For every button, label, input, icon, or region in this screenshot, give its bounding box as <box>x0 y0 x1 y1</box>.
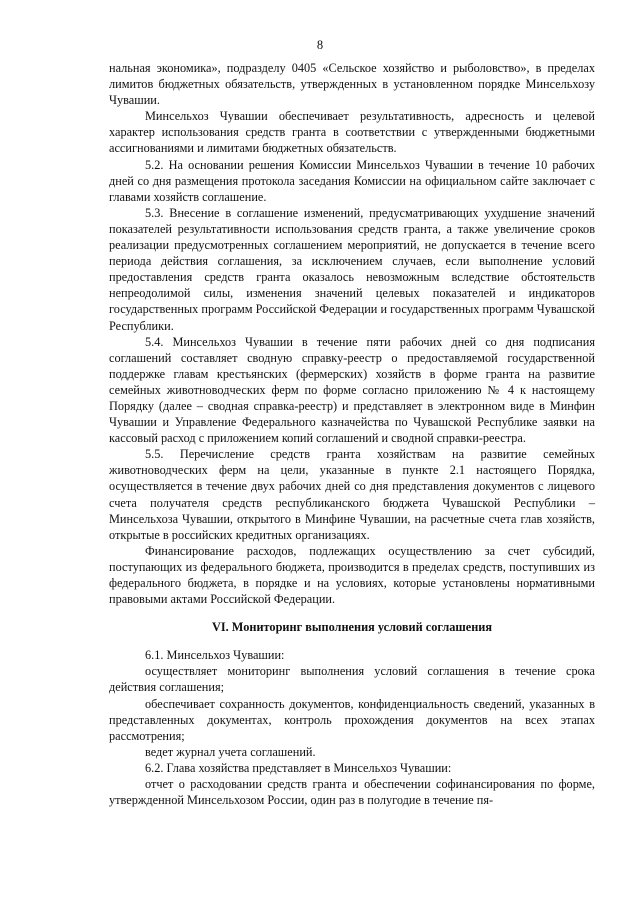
paragraph: 5.3. Внесение в соглашение изменений, предусматривающих ухудшение значений показателей результативности использования средств гранта, а также увеличение сроков реализации предусмотренных соглашением мероприятий, не допускается в течение всего периода действия соглашения, за исключением случаев, если выполнение условий предоставления средств гранта оказалось невозможным вследствие обстоятельств непреодолимой силы, изменения значений целевых показателей и индикаторов государственных программ Российской Федерации и государственных программ Чувашской Республики. <box>109 205 595 333</box>
paragraph: ведет журнал учета соглашений. <box>145 744 316 759</box>
document-body <box>109 60 595 808</box>
paragraphs-after <box>109 647 595 808</box>
paragraph: 5.5. Перечисление средств гранта хозяйствам на развитие семейных животноводческих ферм на цели, указанные в пункте 2.1 настоящего Порядка, осуществляется в течение двух рабочих дней со дня представления документов с лицевого счета получателя средств республиканского бюджета Чувашской Республики – Минсельхоза Чувашии, открытого в Минфине Чувашии, на расчетные счета глав хозяйств, открытые в российских кредитных организациях. <box>109 447 595 542</box>
paragraph: 6.2. Глава хозяйства представляет в Минсельхоз Чувашии: <box>145 760 452 775</box>
paragraph: нальная экономика», подразделу 0405 «Сельское хозяйство и рыболовство», в пределах лимитов бюджетных обязательств, утвержденных в установленном порядке Минсельхозу Чувашии. <box>109 61 595 108</box>
paragraph: Минсельхоз Чувашии обеспечивает результативность, адресность и целевой характер использования средств гранта в соответствии с утвержденными бюджетными ассигнованиями и лимитами бюджетных обязательств. <box>109 109 595 156</box>
paragraph: 6.1. Минсельхоз Чувашии: <box>145 648 285 663</box>
paragraph: Финансирование расходов, подлежащих осуществлению за счет субсидий, поступающих из федерального бюджета, производится в пределах средств, поступивших из федерального бюджета, в порядке и на условиях, которые установлены нормативными правовыми актами Российской Федерации. <box>109 543 595 607</box>
paragraphs-before <box>109 60 595 607</box>
paragraph: 5.2. На основании решения Комиссии Минсельхоз Чувашии в течение 10 рабочих дней со дня размещения протокола заседания Комиссии на официальном сайте заключает с главами хозяйств соглашение. <box>109 157 595 204</box>
paragraph: осуществляет мониторинг выполнения условий соглашения в течение срока действия соглашения; <box>109 664 595 695</box>
paragraph: 5.4. Минсельхоз Чувашии в течение пяти рабочих дней со дня подписания соглашений составляет сводную справку-реестр о предоставляемой государственной поддержке главам крестьянских (фермерских) хозяйств в форме гранта на развитие семейных животноводческих ферм по форме согласно приложению № 4 к настоящему Порядку (далее – сводная справка-реестр) и представляет в электронном виде в Минфин Чувашии и Управление Федерального казначейства по Чувашской Республике заявки на кассовый расход с приложением копий соглашений и сводной справки-реестра. <box>109 334 595 446</box>
paragraph: отчет о расходовании средств гранта и обеспечении софинансирования по форме, утвержденной Минсельхозом России, один раз в полугодие в течение пя- <box>109 777 595 808</box>
paragraph: обеспечивает сохранность документов, конфиденциальность сведений, указанных в представленных документах, контроль прохождения документов на всех этапах рассмотрения; <box>109 696 595 743</box>
section-heading: VI. Мониторинг выполнения условий соглашения <box>211 620 493 635</box>
page-number: 8 <box>316 38 324 52</box>
